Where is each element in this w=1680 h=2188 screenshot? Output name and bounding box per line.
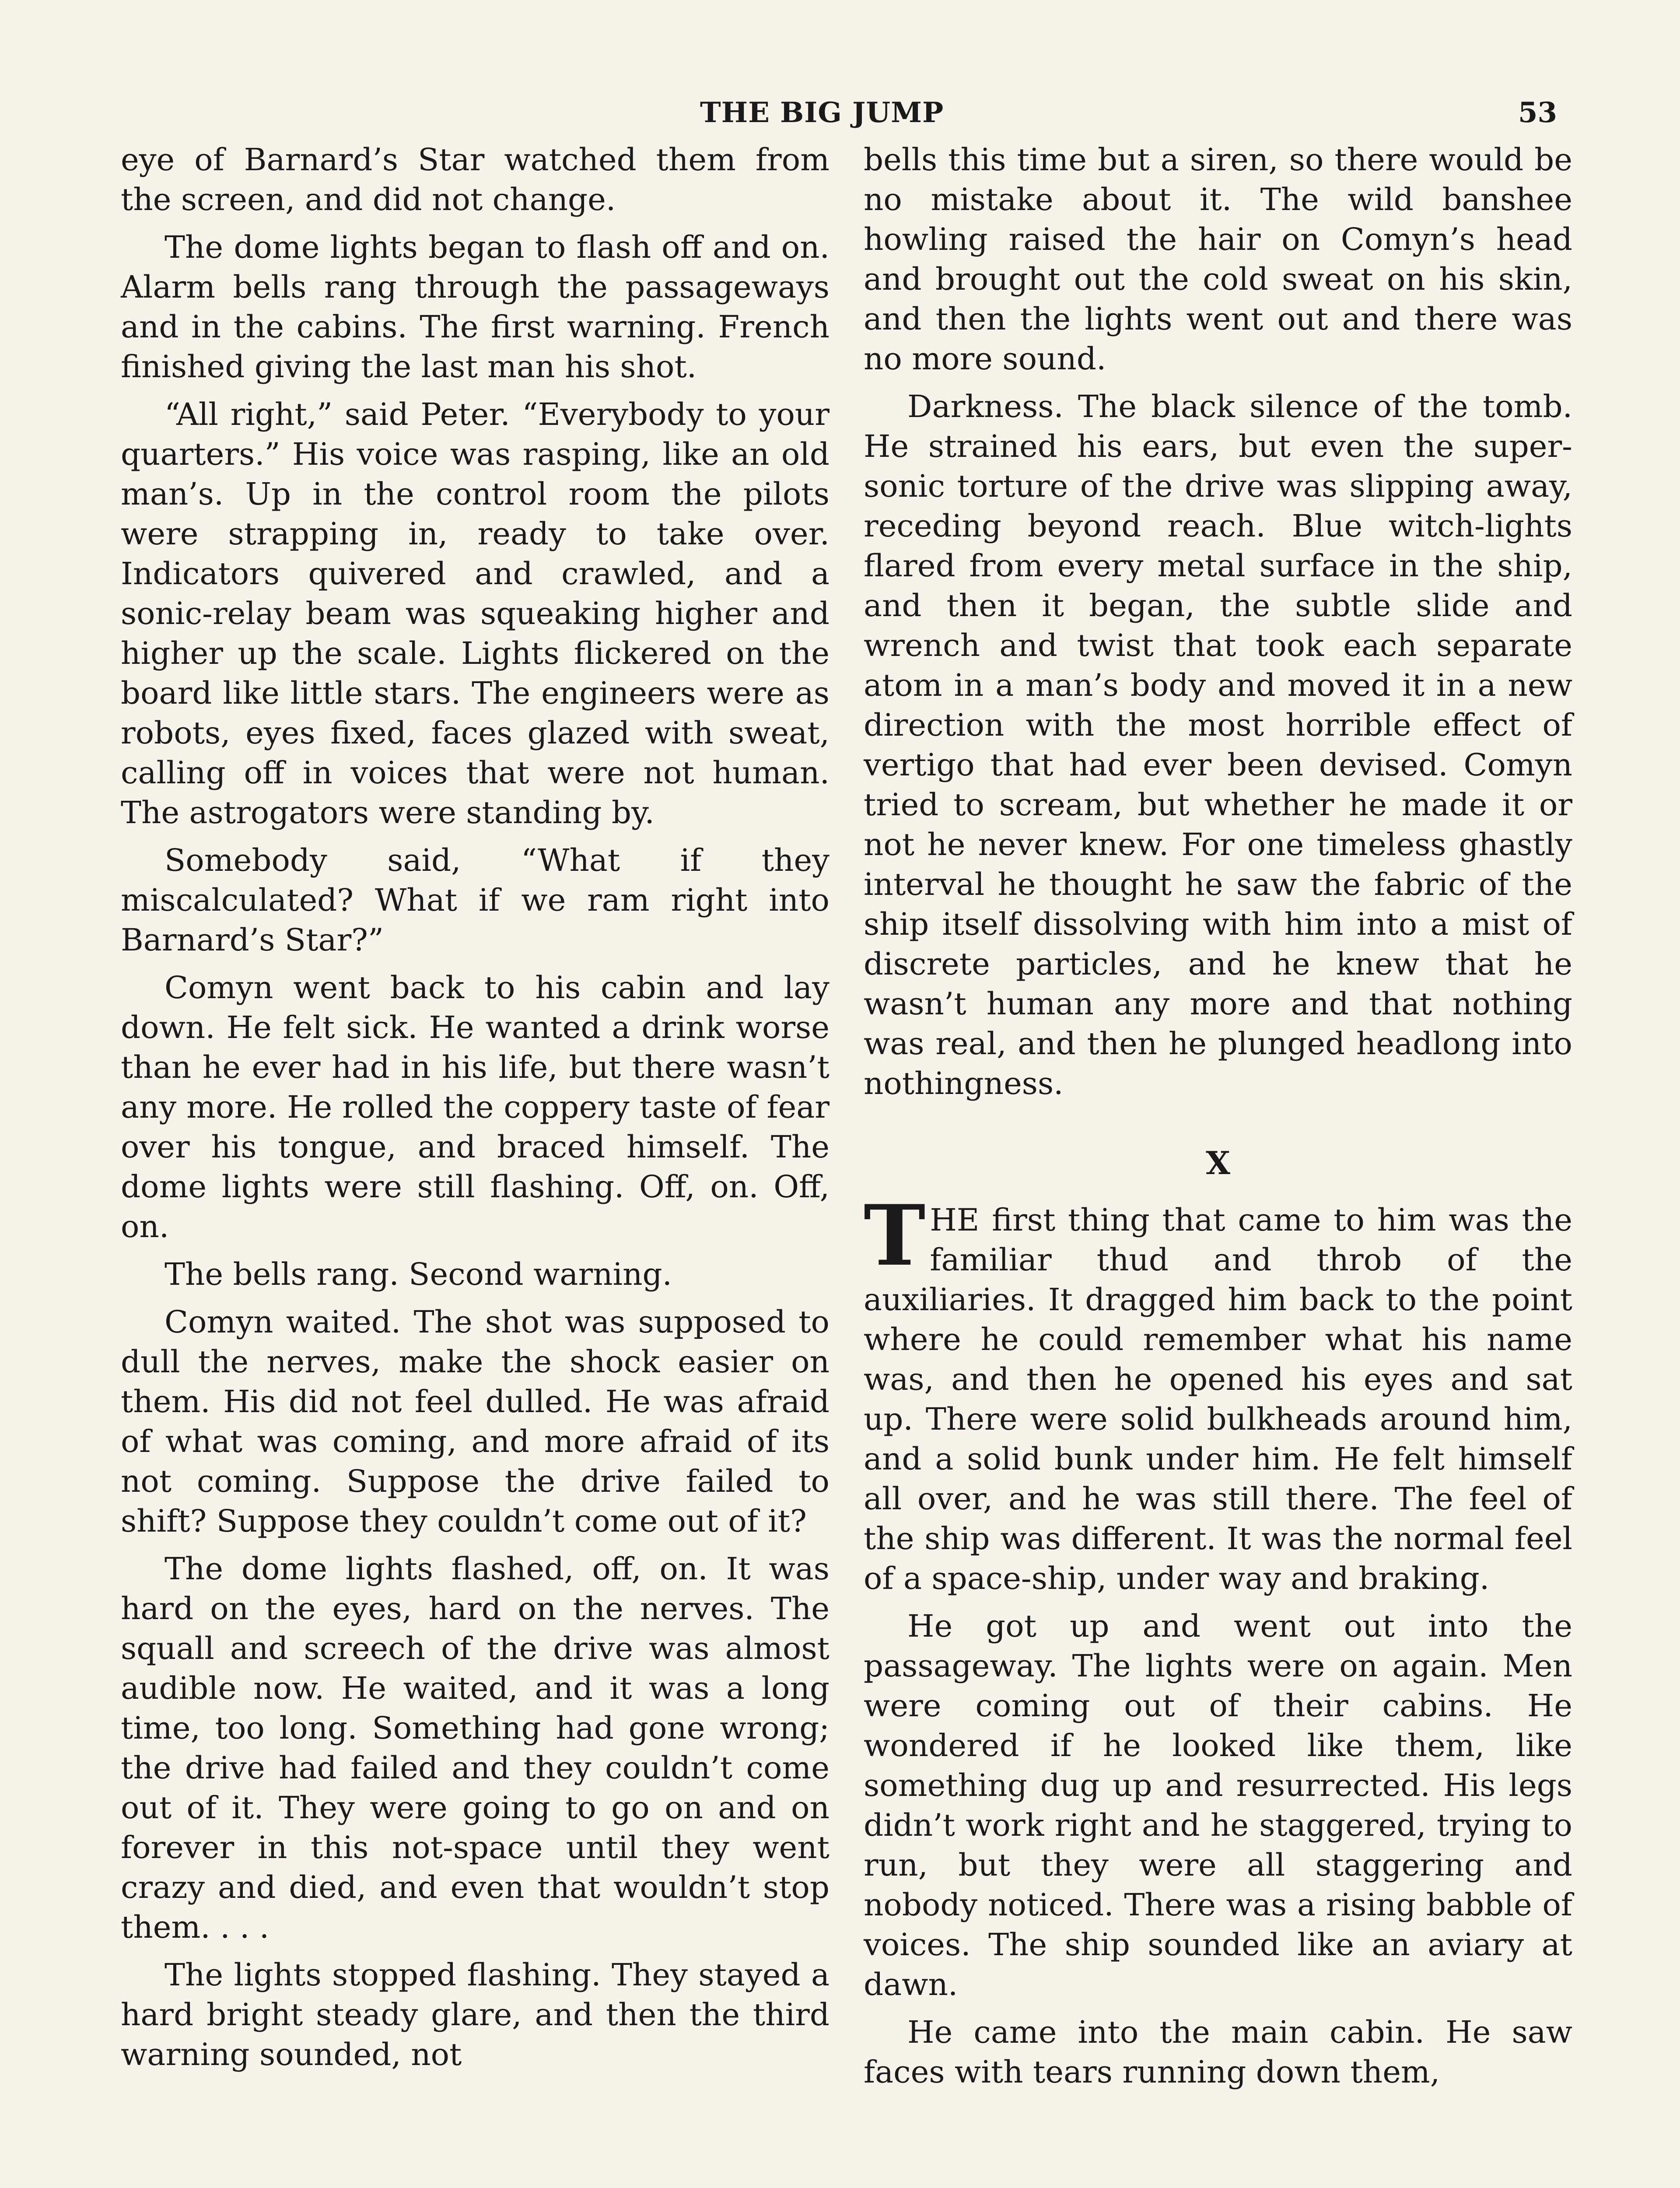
paragraph: He came into the main cabin. He saw faces with tears running down them, <box>864 2014 1572 2090</box>
paragraph: Comyn waited. The shot was supposed to dull the nerves, make the shock easier on them. His did not feel dulled. He was afraid of what was coming, and more afraid of its not coming. Suppose the drive failed to shift? Suppose they couldn’t come out of it? <box>121 1304 830 1539</box>
paragraph: Darkness. The black silence of the tomb. He strained his ears, but even the super-sonic torture of the drive was slipping away, receding beyond reach. Blue witch-lights flared from every metal surface in the ship, and then it began, the subtle slide and wrench and twist that took each separate atom in a man’s body and moved it in a new direction with the most horrible effect of vertigo that had ever been devised. Comyn tried to scream, but whether he made it or not he never knew. For one timeless ghastly interval he thought he saw the fabric of the ship itself dissolving with him into a mist of discrete particles, and he knew that he wasn’t human any more and that nothing was real, and then he plunged headlong into nothingness. <box>864 389 1572 1101</box>
paragraph: The dome lights flashed, off, on. It was hard on the eyes, hard on the nerves. The squall and screech of the drive was almost audible now. He waited, and it was a long time, too long. Something had gone wrong; the drive had failed and they couldn’t come out of it. They were going to go on and on forever in this not-space until they went crazy and died, and even that wouldn’t stop them. . . . <box>121 1551 830 1945</box>
chapter-opening-paragraph <box>864 1187 1572 1599</box>
right-text-column <box>864 140 1572 2100</box>
paragraph-text: HE first thing that came to him was the familiar thud and throb of the auxiliaries. It dragged him back to the point where he could remember what his name was, and then he opened his eyes and sat up. There were solid bulkheads around him, and a solid bunk under him. He felt himself all over, and he was still there. The feel of the ship was different. It was the normal feel of a space-ship, under way and braking. <box>864 1202 1572 1596</box>
chapter-heading: X <box>1206 1144 1230 1182</box>
paragraph: eye of Barnard’s Star watched them from the screen, and did not change. <box>121 142 830 217</box>
paragraph: bells this time but a siren, so there would be no mistake about it. The wild banshee howling raised the hair on Comyn’s head and brought out the cold sweat on his skin, and then the lights went out and there was no more sound. <box>864 142 1572 377</box>
paragraph: “All right,” said Peter. “Everybody to your quarters.” His voice was rasping, like an old man’s. Up in the control room the pilots were strapping in, ready to take over. Indicators quivered and crawled, and a sonic-relay beam was squeaking higher and higher up the scale. Lights flickered on the board like little stars. The engineers were as robots, eyes fixed, faces glazed with sweat, calling off in voices that were not human. The astrogators were standing by. <box>121 396 830 831</box>
paragraph: Somebody said, “What if they miscalculated? What if we ram right into Barnard’s Star?” <box>121 842 830 958</box>
drop-cap: T <box>864 1187 926 1284</box>
running-title: THE BIG JUMP <box>700 96 944 129</box>
running-header <box>0 88 1680 136</box>
paragraph: The bells rang. Second warning. <box>164 1256 672 1292</box>
paragraph: Comyn went back to his cabin and lay down. He felt sick. He wanted a drink worse than he ever had in his life, but there wasn’t any more. He rolled the coppery taste of fear over his tongue, and braced himself. The dome lights were still flashing. Off, on. Off, on. <box>121 970 830 1245</box>
left-text-column <box>121 140 830 2083</box>
paragraph: The lights stopped flashing. They stayed a hard bright steady glare, and then the third warning sounded, not <box>121 1957 830 2072</box>
page-number: 53 <box>1518 96 1558 129</box>
paragraph: The dome lights began to flash off and on. Alarm bells rang through the passageways and in the cabins. The first warning. French finished giving the last man his shot. <box>121 229 830 385</box>
paragraph: He got up and went out into the passageway. The lights were on again. Men were coming out of their cabins. He wondered if he looked like them, like something dug up and resurrected. His legs didn’t work right and he staggered, trying to run, but they were all staggering and nobody noticed. There was a rising babble of voices. The ship sounded like an aviary at dawn. <box>864 1608 1572 2002</box>
